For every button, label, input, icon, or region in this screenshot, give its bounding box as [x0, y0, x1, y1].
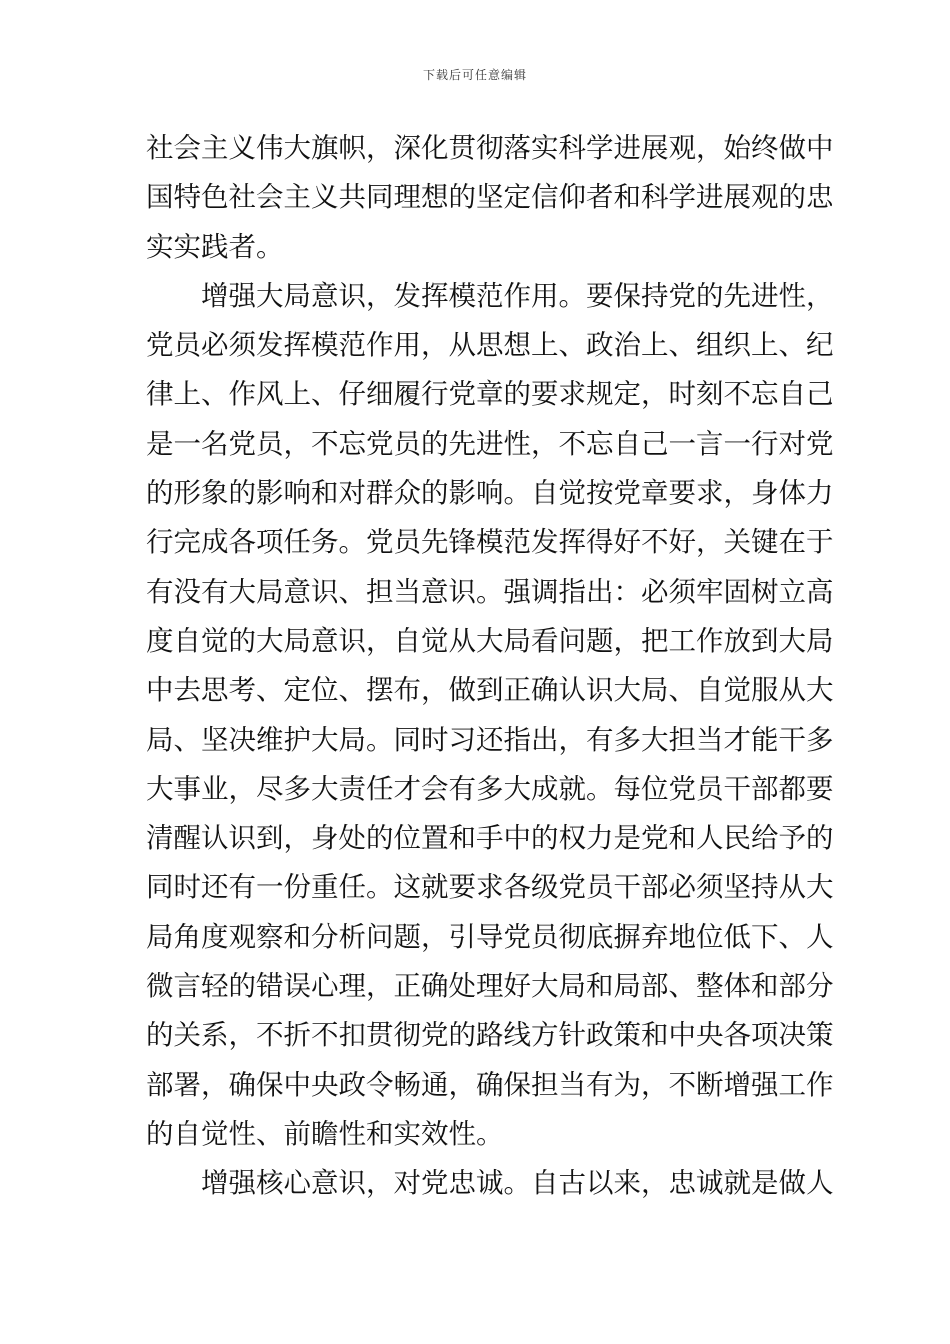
text-line: 度自觉的大局意识，自觉从大局看问题，把工作放到大局 [146, 624, 834, 657]
text-line: 行完成各项任务。党员先锋模范发挥得好不好，关键在于 [146, 526, 834, 559]
text-line: 部署，确保中央政令畅通，确保担当有为，不断增强工作 [146, 1068, 834, 1101]
page-header: 下载后可任意编辑 [422, 68, 527, 82]
body-text [146, 124, 834, 1209]
text-line: 局、坚决维护大局。同时习还指出，有多大担当才能干多 [146, 723, 834, 756]
text-line: 有没有大局意识、担当意识。强调指出：必须牢固树立高 [146, 575, 834, 608]
text-line: 中去思考、定位、摆布，做到正确认识大局、自觉服从大 [146, 674, 834, 707]
text-line: 的自觉性、前瞻性和实效性。 [146, 1117, 504, 1150]
paragraph-start-line: 增强核心意识，对党忠诚。自古以来，忠诚就是做人 [201, 1167, 834, 1200]
text-line: 实实践者。 [146, 230, 284, 263]
text-line: 国特色社会主义共同理想的坚定信仰者和科学进展观的忠 [146, 181, 834, 214]
text-line: 的关系，不折不扣贯彻党的路线方针政策和中央各项决策 [146, 1019, 834, 1052]
text-line: 是一名党员，不忘党员的先进性，不忘自己一言一行对党 [146, 427, 834, 460]
text-line: 党员必须发挥模范作用，从思想上、政治上、组织上、纪 [146, 329, 834, 362]
text-line: 微言轻的错误心理，正确处理好大局和局部、整体和部分 [146, 970, 834, 1003]
text-line: 律上、作风上、仔细履行党章的要求规定，时刻不忘自己 [146, 378, 834, 411]
text-line: 的形象的影响和对群众的影响。自觉按党章要求，身体力 [146, 477, 834, 510]
text-line: 清醒认识到，身处的位置和手中的权力是党和人民给予的 [146, 822, 834, 855]
text-line: 社会主义伟大旗帜，深化贯彻落实科学进展观，始终做中 [146, 132, 834, 164]
paragraph-start-line: 增强大局意识，发挥模范作用。要保持党的先进性， [201, 279, 834, 312]
text-line: 局角度观察和分析问题，引导党员彻底摒弃地位低下、人 [146, 920, 834, 953]
text-line: 大事业，尽多大责任才会有多大成就。每位党员干部都要 [146, 772, 834, 805]
text-line: 同时还有一份重任。这就要求各级党员干部必须坚持从大 [146, 871, 834, 904]
